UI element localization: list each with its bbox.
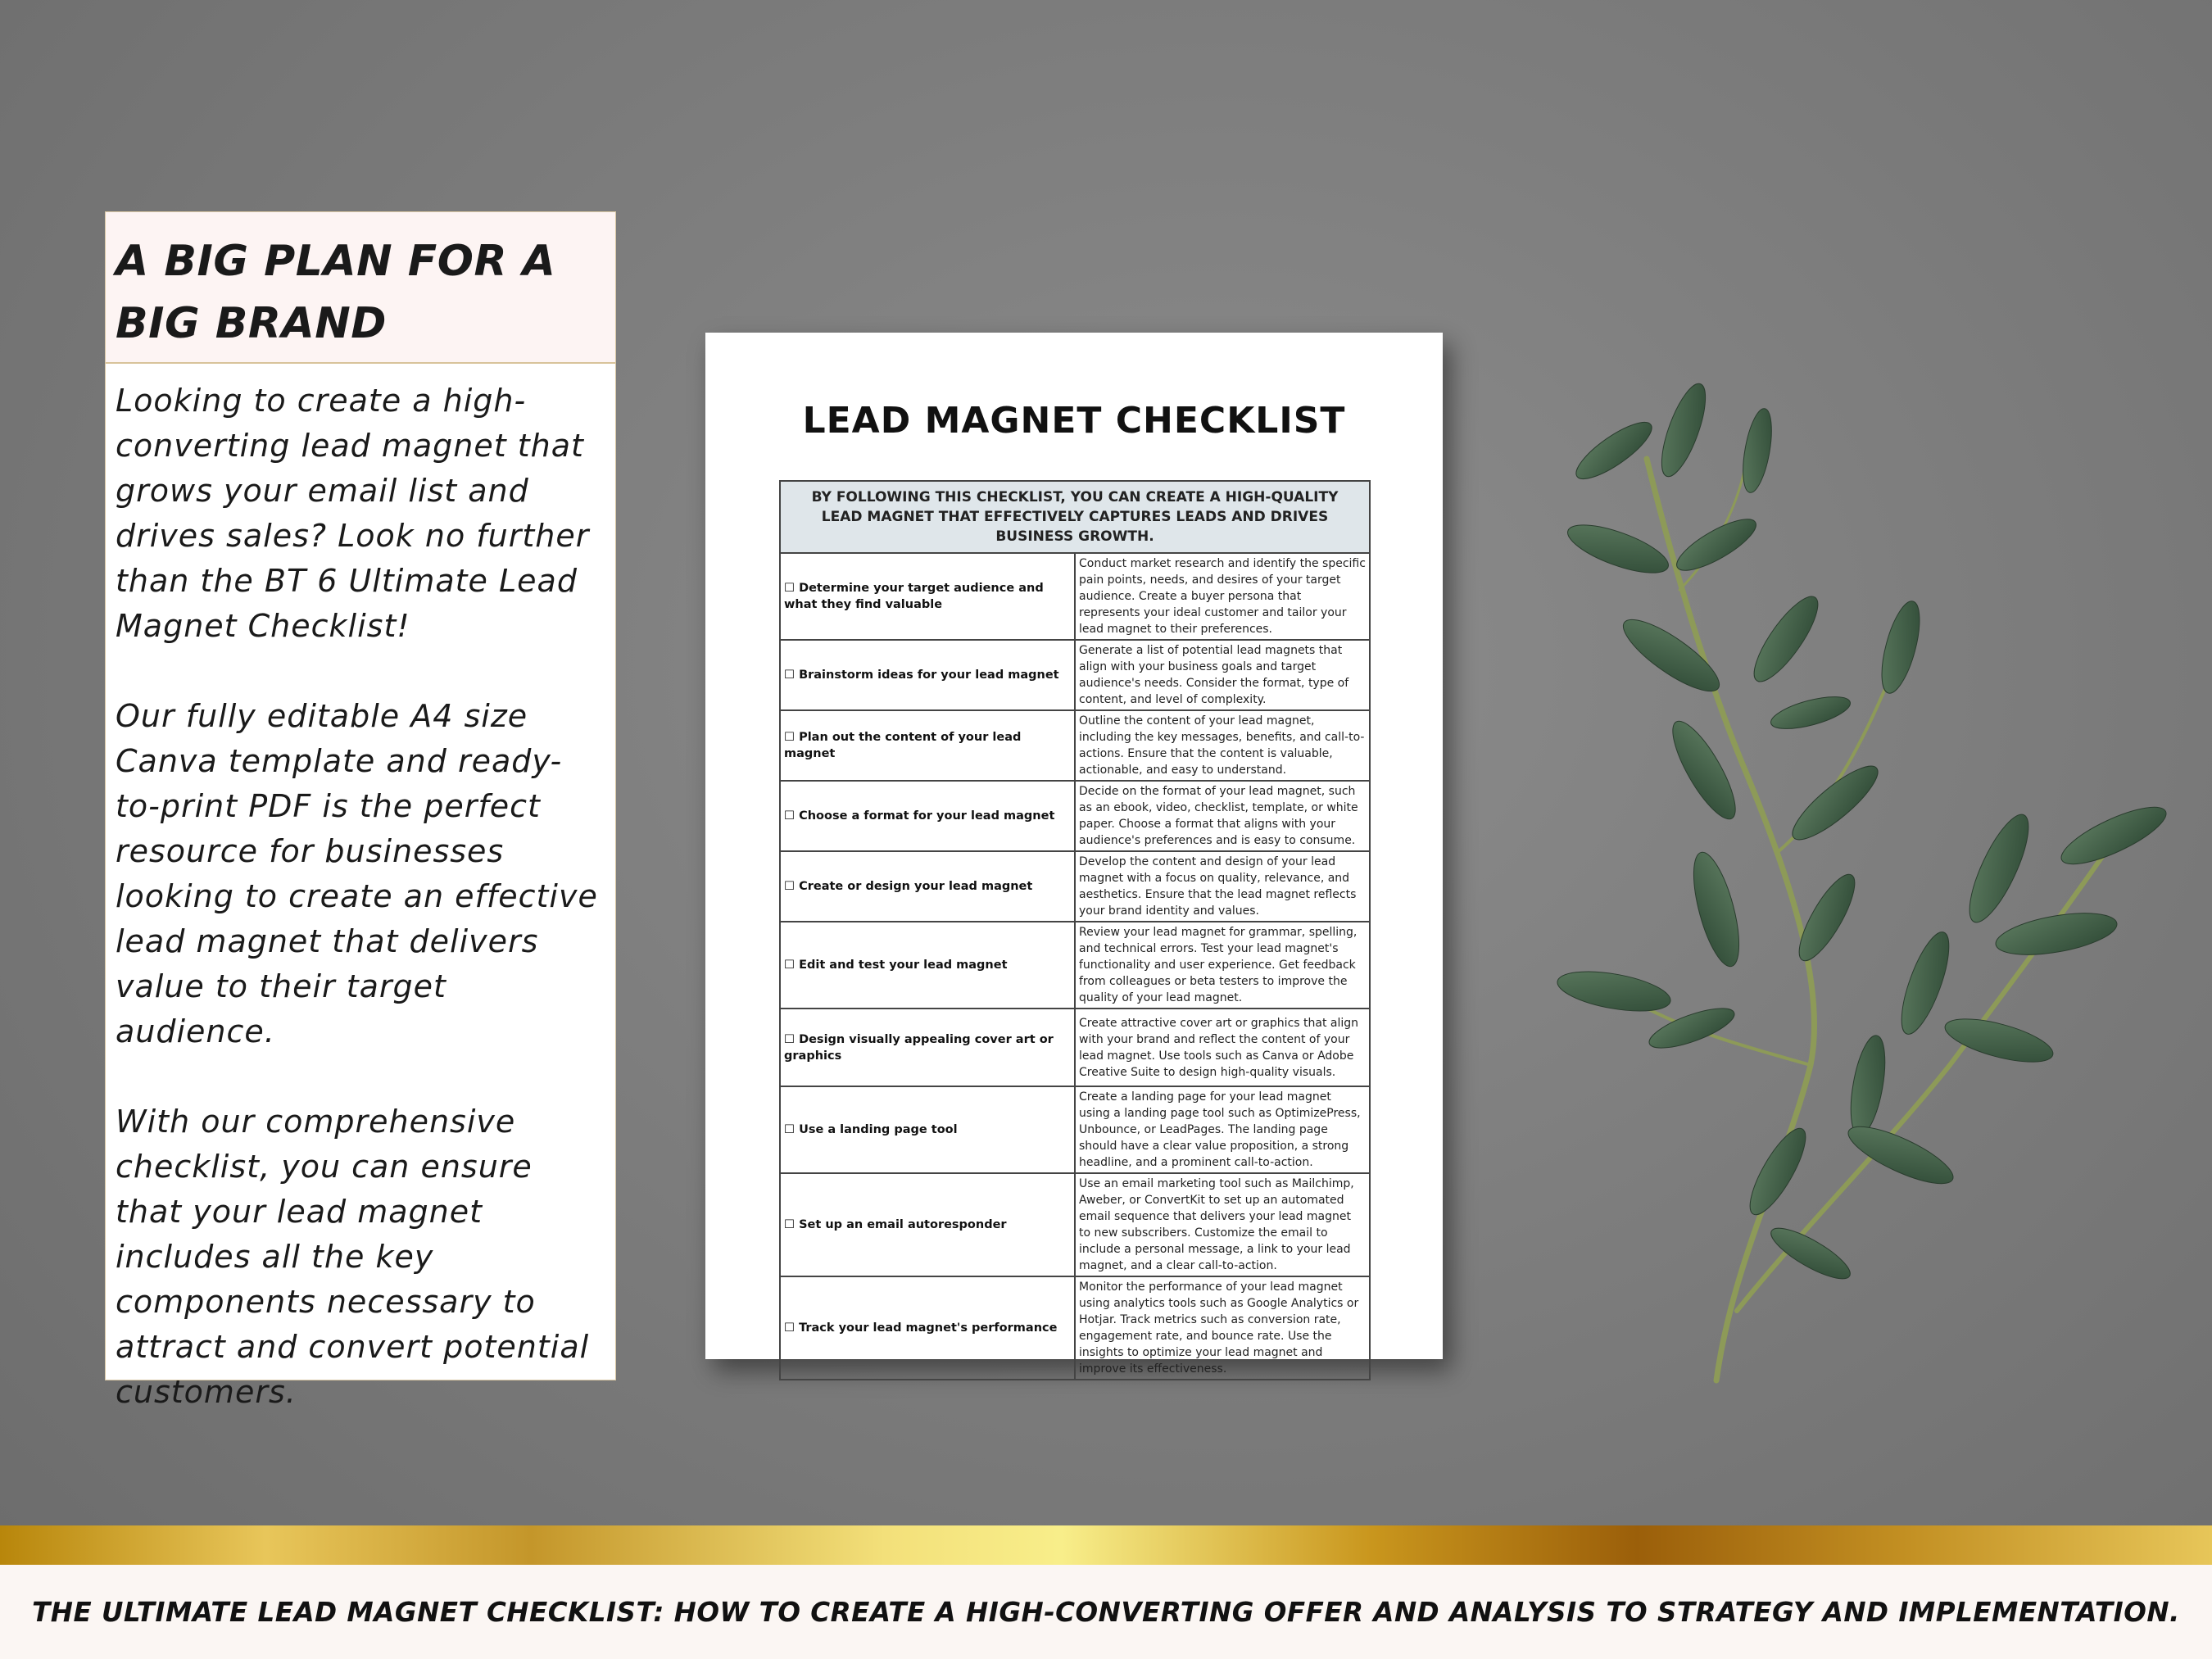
checklist-table <box>779 480 1371 1380</box>
task-label: Choose a format for your lead magnet <box>799 809 1055 823</box>
gold-divider <box>0 1525 2212 1565</box>
task-label: Use a landing page tool <box>799 1123 958 1136</box>
description-cell: Outline the content of your lead magnet, including the key messages, benefits, and call-to-actions. Ensure that the content is valuable, actionable, and easy to understand. <box>1075 710 1370 781</box>
table-row <box>780 1276 1370 1380</box>
table-row <box>780 553 1370 640</box>
task-cell <box>780 1086 1075 1173</box>
checklist-document <box>705 333 1443 1376</box>
task-label: Design visually appealing cover art or graphics <box>784 1032 1054 1063</box>
task-cell <box>780 1173 1075 1276</box>
promo-paragraph-3: With our comprehensive checklist, you can ensure that your lead magnet includes all the key components necessary to attract and convert potential customers. <box>116 1104 590 1410</box>
task-label: Create or design your lead magnet <box>799 880 1033 893</box>
document-title: LEAD MAGNET CHECKLIST <box>802 400 1346 442</box>
table-row <box>780 1009 1370 1086</box>
description-cell: Decide on the format of your lead magnet, such as an ebook, video, checklist, template, or white paper. Choose a format that aligns with your audience's preferences and is easy to consume. <box>1075 781 1370 851</box>
task-label: Track your lead magnet's performance <box>799 1321 1058 1335</box>
task-label: Brainstorm ideas for your lead magnet <box>799 669 1059 682</box>
description-cell: Use an email marketing tool such as Mailchimp, Aweber, or ConvertKit to set up an automated email sequence that delivers your lead magnet to new subscribers. Customize the email to include a personal message, a link to your lead magnet, and a clear call-to-action. <box>1075 1173 1370 1276</box>
checkbox-icon: ☐ <box>784 880 795 893</box>
promo-header <box>106 212 615 364</box>
task-cell <box>780 781 1075 851</box>
checkbox-icon: ☐ <box>784 1032 795 1046</box>
task-cell <box>780 922 1075 1009</box>
bottom-banner <box>0 1565 2212 1659</box>
checkbox-icon: ☐ <box>784 1321 795 1335</box>
task-cell <box>780 640 1075 710</box>
description-cell: Create a landing page for your lead magnet using a landing page tool such as OptimizePress, Unbounce, or LeadPages. The landing page should have a clear value proposition, a strong headline, and a prominent call-to-action. <box>1075 1086 1370 1173</box>
checkbox-icon: ☐ <box>784 809 795 823</box>
task-cell <box>780 851 1075 922</box>
task-cell <box>780 710 1075 781</box>
checklist-intro: BY FOLLOWING THIS CHECKLIST, YOU CAN CREATE A HIGH-QUALITY LEAD MAGNET THAT EFFECTIVELY CAPTURES LEADS AND DRIVES BUSINESS GROWTH. <box>780 481 1370 553</box>
description-cell: Conduct market research and identify the specific pain points, needs, and desires of your target audience. Create a buyer persona that represents your ideal customer and tailor your lead magnet to their preferences. <box>1075 553 1370 640</box>
task-cell <box>780 1276 1075 1380</box>
table-row <box>780 922 1370 1009</box>
table-row <box>780 851 1370 922</box>
checkbox-icon: ☐ <box>784 731 795 744</box>
description-cell: Review your lead magnet for grammar, spelling, and technical errors. Test your lead magnet's functionality and user experience. Get feedback from colleagues or beta testers to improve the quality of your lead magnet. <box>1075 922 1370 1009</box>
checkbox-icon: ☐ <box>784 1218 795 1231</box>
task-label: Determine your target audience and what they find valuable <box>784 582 1044 611</box>
table-row <box>780 1086 1370 1173</box>
description-cell: Generate a list of potential lead magnets that align with your business goals and target audience's needs. Consider the format, type of content, and level of complexity. <box>1075 640 1370 710</box>
task-label: Plan out the content of your lead magnet <box>784 731 1022 760</box>
promo-title-line-2: BIG BRAND <box>116 299 387 348</box>
description-cell: Develop the content and design of your lead magnet with a focus on quality, relevance, and aesthetics. Ensure that the lead magnet reflects your brand identity and values. <box>1075 851 1370 922</box>
table-row <box>780 640 1370 710</box>
task-cell <box>780 553 1075 640</box>
table-row <box>780 710 1370 781</box>
promo-paragraph-2: Our fully editable A4 size Canva template and ready-to-print PDF is the perfect resource for businesses looking to create an effective lead magnet that delivers value to their target audience. <box>116 698 598 1049</box>
description-cell: Create attractive cover art or graphics that align with your brand and reflect the content of your lead magnet. Use tools such as Canva or Adobe Creative Suite to design high-quality visuals. <box>1075 1009 1370 1086</box>
task-label: Set up an email autoresponder <box>799 1218 1007 1231</box>
banner-text: THE ULTIMATE LEAD MAGNET CHECKLIST: HOW TO CREATE A HIGH-CONVERTING OFFER AND ANALYSIS TO STRATEGY AND IMPLEMENTATION. <box>32 1596 2180 1628</box>
task-label: Edit and test your lead magnet <box>799 959 1008 972</box>
eucalyptus-branch-illustration <box>1540 344 2212 1393</box>
task-cell <box>780 1009 1075 1086</box>
checkbox-icon: ☐ <box>784 582 795 595</box>
promo-paragraph-1: Looking to create a high-converting lead magnet that grows your email list and drives sales? Look no further than the BT 6 Ultimate Lead Magnet Checklist! <box>116 383 590 644</box>
table-row <box>780 1173 1370 1276</box>
promo-panel <box>105 211 616 1410</box>
description-cell: Monitor the performance of your lead magnet using analytics tools such as Google Analytics or Hotjar. Track metrics such as conversion rate, engagement rate, and bounce rate. Use the insights to optimize your lead magnet and improve its effectiveness. <box>1075 1276 1370 1380</box>
checkbox-icon: ☐ <box>784 1123 795 1136</box>
table-row <box>780 781 1370 851</box>
checkbox-icon: ☐ <box>784 959 795 972</box>
branch-leaves <box>1554 378 2172 1287</box>
checkbox-icon: ☐ <box>784 669 795 682</box>
promo-body <box>106 364 615 1415</box>
promo-title <box>116 230 605 355</box>
promo-title-line-1: A BIG PLAN FOR A <box>116 237 556 286</box>
